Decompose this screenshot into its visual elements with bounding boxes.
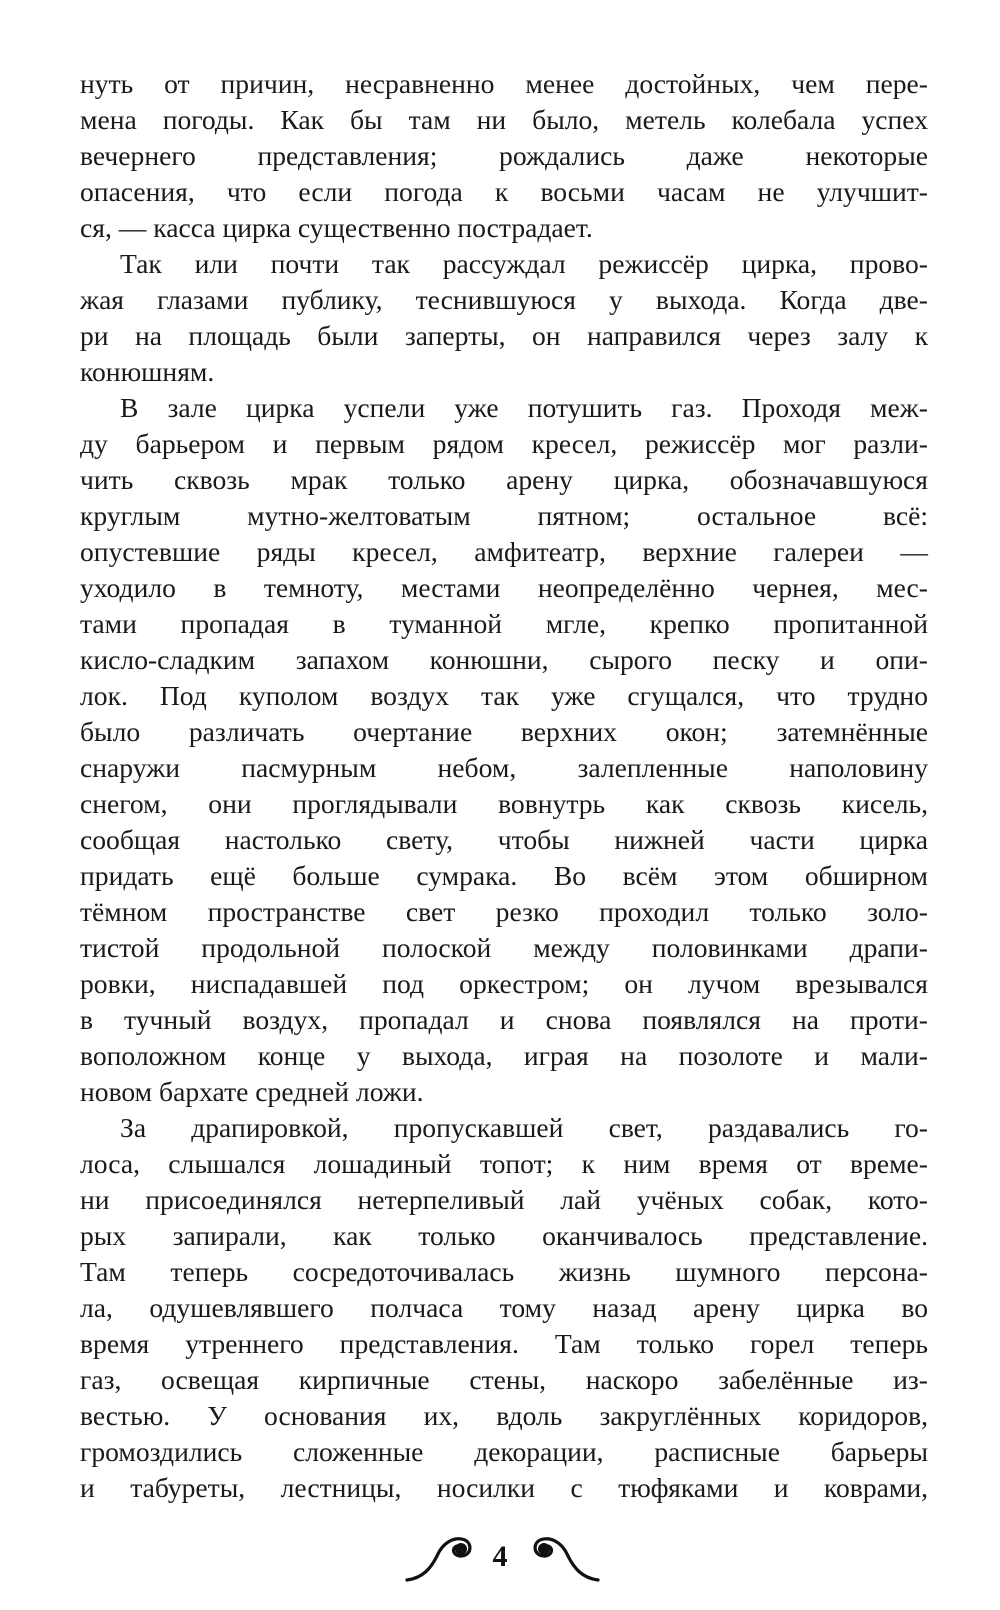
text-line: лоса, слышался лошадиный топот; к ним время от време- [80,1148,928,1179]
text-line: тистой продольной полоской между половинками драпи- [80,932,928,963]
text-line: снаружи пасмурным небом, залепленные наполовину [80,752,928,783]
text-line: ду барьером и первым рядом кресел, режиссёр мог разли- [80,428,928,459]
text-line: тами пропадая в туманной мгле, крепко пропитанной [80,608,928,639]
text-line: чить сквозь мрак только арену цирка, обозначавшуюся [80,464,928,495]
paragraph-2 [80,246,928,390]
text-line: ла, одушевлявшего полчаса тому назад арену цирка во [80,1292,928,1323]
text-line: ри на площадь были заперты, он направился через залу к [80,320,928,351]
text-line: круглым мутно-желтоватым пятном; остальное всё: [80,500,928,531]
text-line: время утреннего представления. Там только горел теперь [80,1328,928,1359]
text-line: лок. Под куполом воздух так уже сгущался, что трудно [80,680,928,711]
text-line: громоздились сложенные декорации, расписные барьеры [80,1436,928,1467]
text-line: вестью. У основания их, вдоль закруглённых коридоров, [80,1400,928,1431]
text-line: опасения, что если погода к восьми часам не улучшит- [80,176,928,207]
text-line: конюшням. [80,356,215,387]
text-line: уходило в темноту, местами неопределённо чернея, мес- [80,572,928,603]
text-line: газ, освещая кирпичные стены, наскоро забелённые из- [80,1364,928,1395]
page-number: 4 [492,1540,508,1573]
paragraph-3 [80,390,928,1110]
left-swirl-ornament-icon [405,1530,475,1586]
text-line: ся, — касса цирка существенно пострадает. [80,212,593,243]
page-body [80,66,928,1506]
text-line: За драпировкой, пропускавшей свет, раздавались го- [120,1112,928,1143]
text-line: жая глазами публику, теснившуюся у выхода. Когда две- [80,284,928,315]
text-line: и табуреты, лестницы, носилки с тюфяками и коврами, [80,1472,928,1503]
page-footer [0,1530,1000,1586]
text-line: мена погоды. Как бы там ни было, метель колебала успех [80,104,928,135]
text-line: снегом, они проглядывали вовнутрь как сквозь кисель, [80,788,928,819]
text-line: сообщая настолько свету, чтобы нижней части цирка [80,824,928,855]
text-line: Так или почти так рассуждал режиссёр цирка, прово- [120,248,928,279]
right-swirl-ornament-icon [530,1530,600,1586]
paragraph-4 [80,1110,928,1506]
text-line: было различать очертание верхних окон; затемнённые [80,716,928,747]
paragraph-1 [80,66,928,246]
text-line: ни присоединялся нетерпеливый лай учёных собак, кото- [80,1184,928,1215]
text-line: кисло-сладким запахом конюшни, сырого песку и опи- [80,644,928,675]
text-line: придать ещё больше сумрака. Во всём этом обширном [80,860,928,891]
text-line: вечернего представления; рождались даже некоторые [80,140,928,171]
text-line: опустевшие ряды кресел, амфитеатр, верхние галереи — [80,536,928,567]
text-line: воположном конце у выхода, играя на позолоте и мали- [80,1040,928,1071]
text-line: Там теперь сосредоточивалась жизнь шумного персона- [80,1256,928,1287]
text-line: в тучный воздух, пропадал и снова появлялся на проти- [80,1004,928,1035]
text-line: нуть от причин, несравненно менее достойных, чем пере- [80,68,928,99]
text-line: рых запирали, как только оканчивалось представление. [80,1220,928,1251]
text-line: новом бархате средней ложи. [80,1076,424,1107]
text-line: тёмном пространстве свет резко проходил только золо- [80,896,928,927]
text-line: В зале цирка успели уже потушить газ. Проходя меж- [120,392,928,423]
text-line: ровки, ниспадавшей под оркестром; он лучом врезывался [80,968,928,999]
